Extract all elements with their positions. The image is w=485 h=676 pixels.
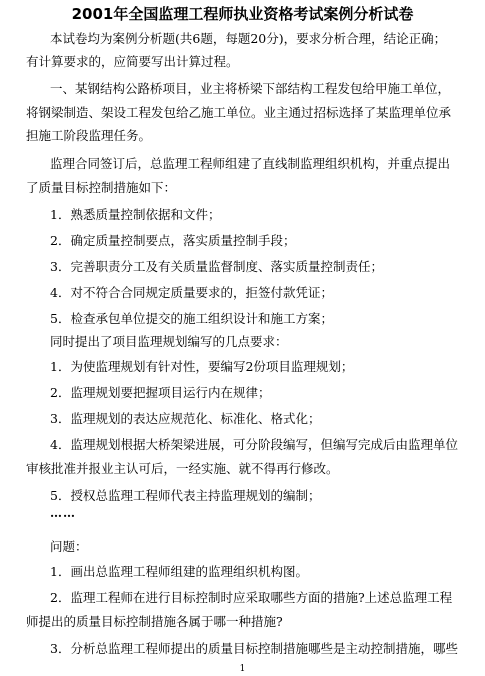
planning-requirement-1: 1．为使监理规划有针对性，要编写2份项目监理规划； xyxy=(50,359,354,374)
planning-requirement-3: 3．监理规划的表达应规范化、标准化、格式化； xyxy=(50,411,321,426)
measure-item-3: 3．完善职责分工及有关质量监督制度、落实质量控制责任； xyxy=(50,259,383,274)
planning-intro: 同时提出了项目监理规划编写的几点要求： xyxy=(50,334,288,349)
measure-item-1: 1．熟悉质量控制依据和文件； xyxy=(50,207,221,222)
planning-requirement-4-continued: 审核批准并报业主认可后，一经实施、就不得再行修改。 xyxy=(26,461,339,476)
question-2-continued: 师提出的质量目标控制措施各属于哪一种措施? xyxy=(26,614,283,629)
question-3: 3．分析总监理工程师提出的质量目标控制措施哪些是主动控制措施，哪些 xyxy=(50,641,458,656)
question-2: 2．监理工程师在进行目标控制时应采取哪些方面的措施?上述总监理工程 xyxy=(50,590,453,605)
questions-label: 问题： xyxy=(50,539,88,554)
intro-line-2: 有计算要求的，应简要写出计算过程。 xyxy=(26,54,239,69)
content-ellipsis: …… xyxy=(50,506,76,520)
document-title: 2001年全国监理工程师执业资格考试案例分析试卷 xyxy=(71,5,414,23)
case-one-heading: 一、某钢结构公路桥项目，业主将桥梁下部结构工程发包给甲施工单位， xyxy=(50,81,451,96)
intro-line-1: 本试卷均为案例分析题(共6题，每题20分)，要求分析合理，结论正确； xyxy=(50,31,447,46)
planning-requirement-5: 5．授权总监理工程师代表主持监理规划的编制； xyxy=(50,488,321,503)
question-1: 1．画出总监理工程师组建的监理组织机构图。 xyxy=(50,564,308,579)
setup-line-2: 了质量目标控制措施如下： xyxy=(26,180,177,195)
case-one-line-1: 将钢梁制造、架设工程发包给乙施工单位。业主通过招标选择了某监理单位承 xyxy=(26,105,452,120)
measure-item-2: 2．确定质量控制要点，落实质量控制手段； xyxy=(50,233,296,248)
planning-requirement-4: 4．监理规划根据大桥架梁进展，可分阶段编写，但编写完成后由监理单位 xyxy=(50,437,458,452)
planning-requirement-2: 2．监理规划要把握项目运行内在规律； xyxy=(50,385,271,400)
measure-item-5: 5．检查承包单位提交的施工组织设计和施工方案； xyxy=(50,311,333,326)
setup-line-1: 监理合同签订后，总监理工程师组建了直线制监理组织机构，并重点提出 xyxy=(50,156,451,171)
case-one-line-2: 担施工阶段监理任务。 xyxy=(26,128,152,143)
measure-item-4: 4．对不符合合同规定质量要求的，拒签付款凭证； xyxy=(50,285,333,300)
page-number: 1 xyxy=(239,664,246,674)
